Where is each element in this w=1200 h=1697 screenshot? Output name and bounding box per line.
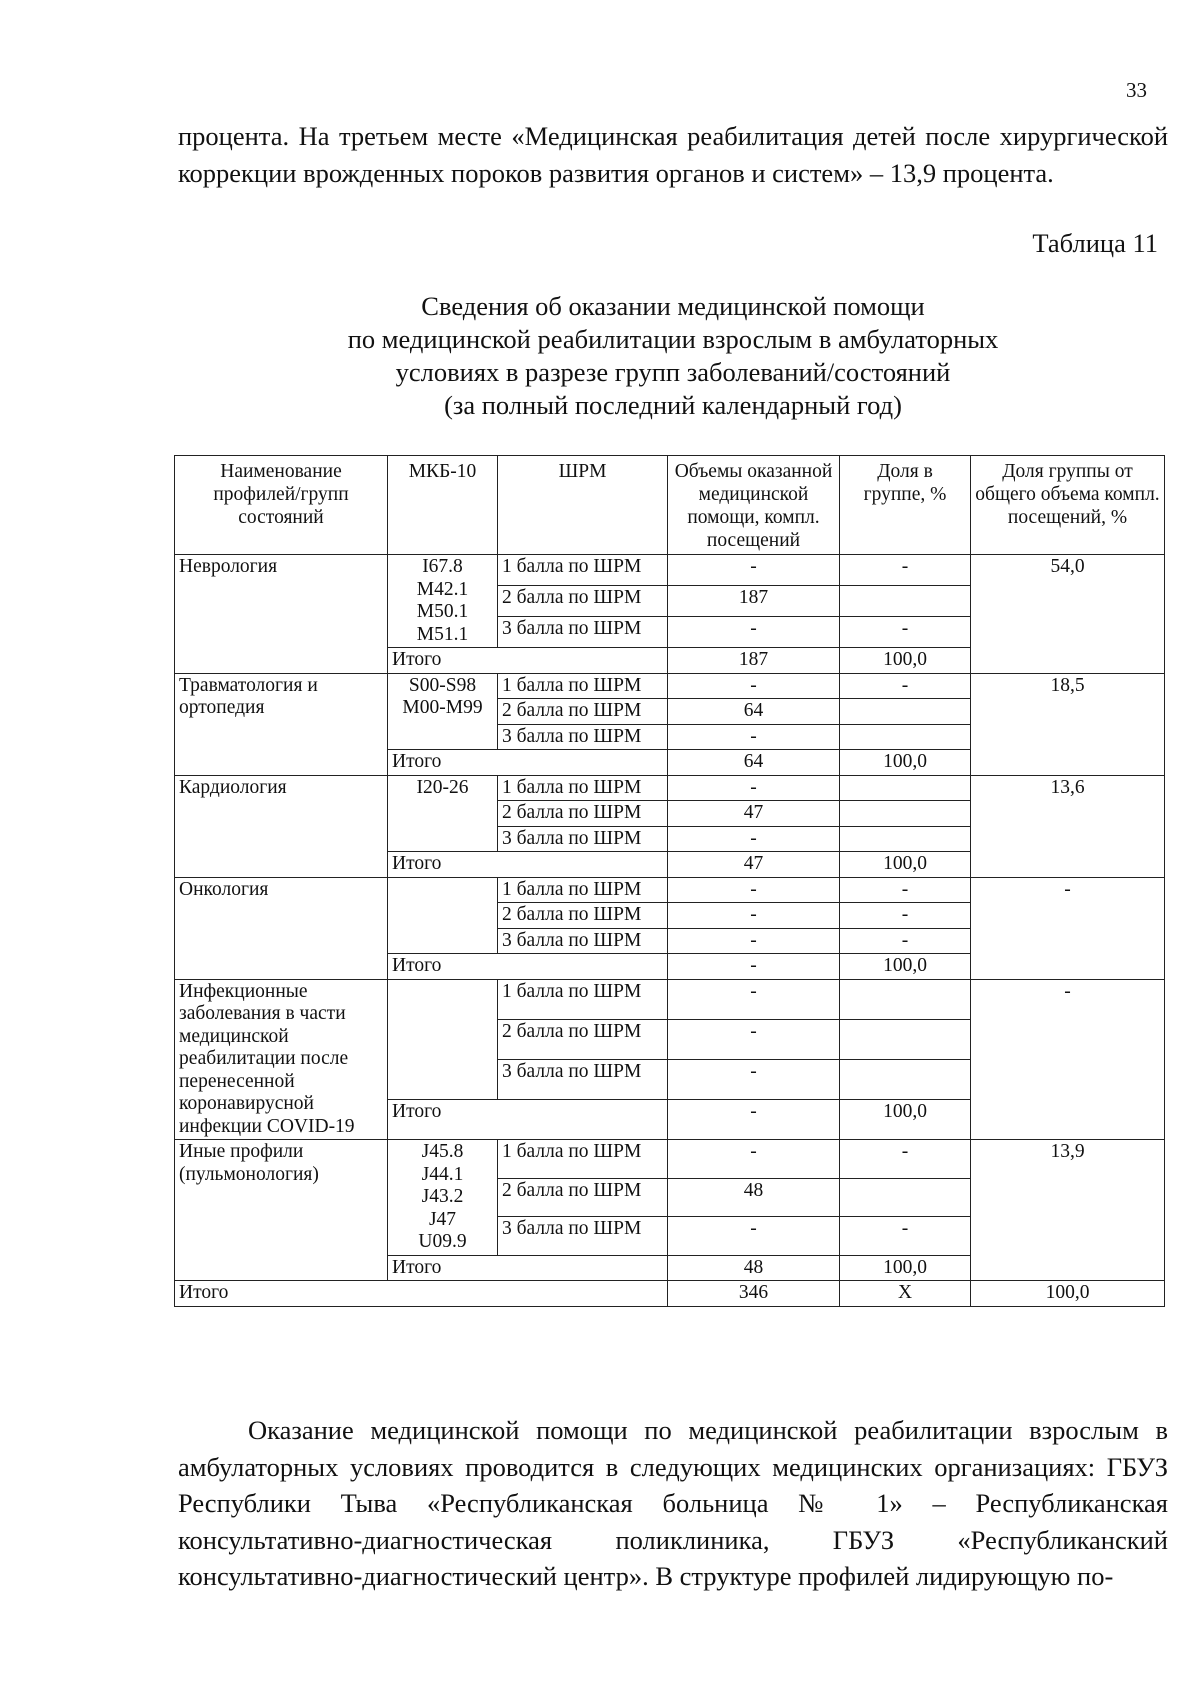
profile-name-cell: Кардиология [175,775,388,877]
grand-total-row [175,1281,1165,1307]
header-profile: Наименование профилей/групп состояний [175,456,388,555]
volume-cell: - [668,1217,840,1256]
share-in-group-cell [840,586,971,617]
shrm-cell: 3 балла по ШРМ [498,724,668,750]
mkb-code-cell: J45.8 J44.1 J43.2 J47 U09.9 [388,1140,498,1256]
volume-cell: - [668,979,840,1019]
volume-cell: 48 [668,1178,840,1217]
share-total-cell: - [971,979,1165,1140]
header-share-total: Доля группы от общего объема компл. посещений, % [971,456,1165,555]
profile-name-cell: Онкология [175,877,388,979]
caption-line: условиях в разрезе групп заболеваний/состояний [395,357,951,387]
mkb-code-cell: S00-S98 M00-M99 [388,673,498,750]
shrm-cell: 2 балла по ШРМ [498,801,668,827]
share-total-cell: - [971,877,1165,979]
share-in-group-cell: - [840,673,971,699]
group-total-volume: 187 [668,648,840,674]
shrm-cell: 1 балла по ШРМ [498,555,668,586]
intro-paragraph: процента. На третьем месте «Медицинская реабилитация детей после хирургической коррекции врожденных пороков развития органов и систем» – 13,9 процента. [178,121,1168,188]
group-total-label: Итого [388,1099,668,1139]
rehab-table [174,455,1165,1307]
header-mkb: МКБ-10 [388,456,498,555]
share-in-group-cell: - [840,928,971,954]
volume-cell: - [668,617,840,648]
volume-cell: - [668,826,840,852]
share-in-group-cell: - [840,877,971,903]
shrm-cell: 1 балла по ШРМ [498,673,668,699]
grand-total-label: Итого [175,1281,668,1307]
shrm-cell: 3 балла по ШРМ [498,617,668,648]
shrm-cell: 1 балла по ШРМ [498,1140,668,1179]
profile-name-cell: Инфекционные заболевания в части медицинской реабилитации после перенесенной коронавирусной инфекции COVID-19 [175,979,388,1140]
share-in-group-cell [840,826,971,852]
share-in-group-cell [840,1178,971,1217]
volume-cell: 47 [668,801,840,827]
grand-total-share-in-group: X [840,1281,971,1307]
group-total-volume: 64 [668,750,840,776]
outro-paragraph: Оказание медицинской помощи по медицинской реабилитации взрослым в амбулаторных условиях проводится в следующих медицинских организациях: ГБУЗ Республики Тыва «Республиканская больница № 1» – Республиканская консультативно-диагностическая поликлиника, ГБУЗ «Республиканский консультативно-диагностический центр». В структуре профилей лидирующую по- [178,1415,1168,1591]
share-in-group-cell: - [840,1140,971,1179]
group-total-volume: 47 [668,852,840,878]
caption-line: Сведения об оказании медицинской помощи [421,291,925,321]
volume-cell: - [668,1019,840,1059]
table-row [175,979,1165,1019]
share-in-group-cell: - [840,617,971,648]
shrm-cell: 2 балла по ШРМ [498,1178,668,1217]
group-total-share: 100,0 [840,648,971,674]
shrm-cell: 1 балла по ШРМ [498,979,668,1019]
shrm-cell: 3 балла по ШРМ [498,826,668,852]
group-total-label: Итого [388,648,668,674]
group-total-volume: - [668,1099,840,1139]
table-caption [178,290,1168,422]
profile-name-cell: Травматология и ортопедия [175,673,388,775]
volume-cell: - [668,555,840,586]
table-row [175,877,1165,903]
grand-total-volume: 346 [668,1281,840,1307]
share-in-group-cell [840,979,971,1019]
caption-line: (за полный последний календарный год) [444,390,902,420]
table-row [175,775,1165,801]
mkb-code-cell [388,979,498,1099]
share-in-group-cell [840,1019,971,1059]
group-total-share: 100,0 [840,954,971,980]
group-total-label: Итого [388,852,668,878]
header-shrm: ШРМ [498,456,668,555]
volume-cell: - [668,877,840,903]
group-total-share: 100,0 [840,852,971,878]
shrm-cell: 2 балла по ШРМ [498,1019,668,1059]
group-total-label: Итого [388,1255,668,1281]
share-in-group-cell [840,1059,971,1099]
group-total-share: 100,0 [840,1099,971,1139]
group-total-share: 100,0 [840,1255,971,1281]
volume-cell: 187 [668,586,840,617]
mkb-code-cell [388,877,498,954]
share-in-group-cell [840,724,971,750]
table-row [175,1140,1165,1179]
share-total-cell: 13,6 [971,775,1165,877]
share-in-group-cell: - [840,555,971,586]
volume-cell: - [668,724,840,750]
table-row [175,673,1165,699]
table-row [175,555,1165,586]
volume-cell: - [668,903,840,929]
shrm-cell: 2 балла по ШРМ [498,586,668,617]
share-in-group-cell: - [840,1217,971,1256]
share-total-cell: 54,0 [971,555,1165,674]
shrm-cell: 1 балла по ШРМ [498,775,668,801]
shrm-cell: 2 балла по ШРМ [498,699,668,725]
caption-line: по медицинской реабилитации взрослым в амбулаторных [347,324,999,354]
grand-total-share-total: 100,0 [971,1281,1165,1307]
header-volume: Объемы оказанной медицинской помощи, компл. посещений [668,456,840,555]
group-total-label: Итого [388,750,668,776]
group-total-share: 100,0 [840,750,971,776]
mkb-code-cell: I67.8 M42.1 M50.1 M51.1 [388,555,498,648]
volume-cell: - [668,928,840,954]
volume-cell: 64 [668,699,840,725]
share-in-group-cell: - [840,903,971,929]
share-in-group-cell [840,801,971,827]
shrm-cell: 3 балла по ШРМ [498,1217,668,1256]
header-share-in-group: Доля в группе, % [840,456,971,555]
group-total-label: Итого [388,954,668,980]
page-number: 33 [1126,78,1147,102]
shrm-cell: 3 балла по ШРМ [498,1059,668,1099]
volume-cell: - [668,1059,840,1099]
table-header-row [175,456,1165,555]
share-total-cell: 18,5 [971,673,1165,775]
table-label: Таблица 11 [1032,228,1158,258]
profile-name-cell: Неврология [175,555,388,674]
profile-name-cell: Иные профили (пульмонология) [175,1140,388,1281]
group-total-volume: 48 [668,1255,840,1281]
volume-cell: - [668,775,840,801]
share-total-cell: 13,9 [971,1140,1165,1281]
shrm-cell: 2 балла по ШРМ [498,903,668,929]
shrm-cell: 1 балла по ШРМ [498,877,668,903]
volume-cell: - [668,1140,840,1179]
shrm-cell: 3 балла по ШРМ [498,928,668,954]
group-total-volume: - [668,954,840,980]
mkb-code-cell: I20-26 [388,775,498,852]
share-in-group-cell [840,699,971,725]
volume-cell: - [668,673,840,699]
share-in-group-cell [840,775,971,801]
